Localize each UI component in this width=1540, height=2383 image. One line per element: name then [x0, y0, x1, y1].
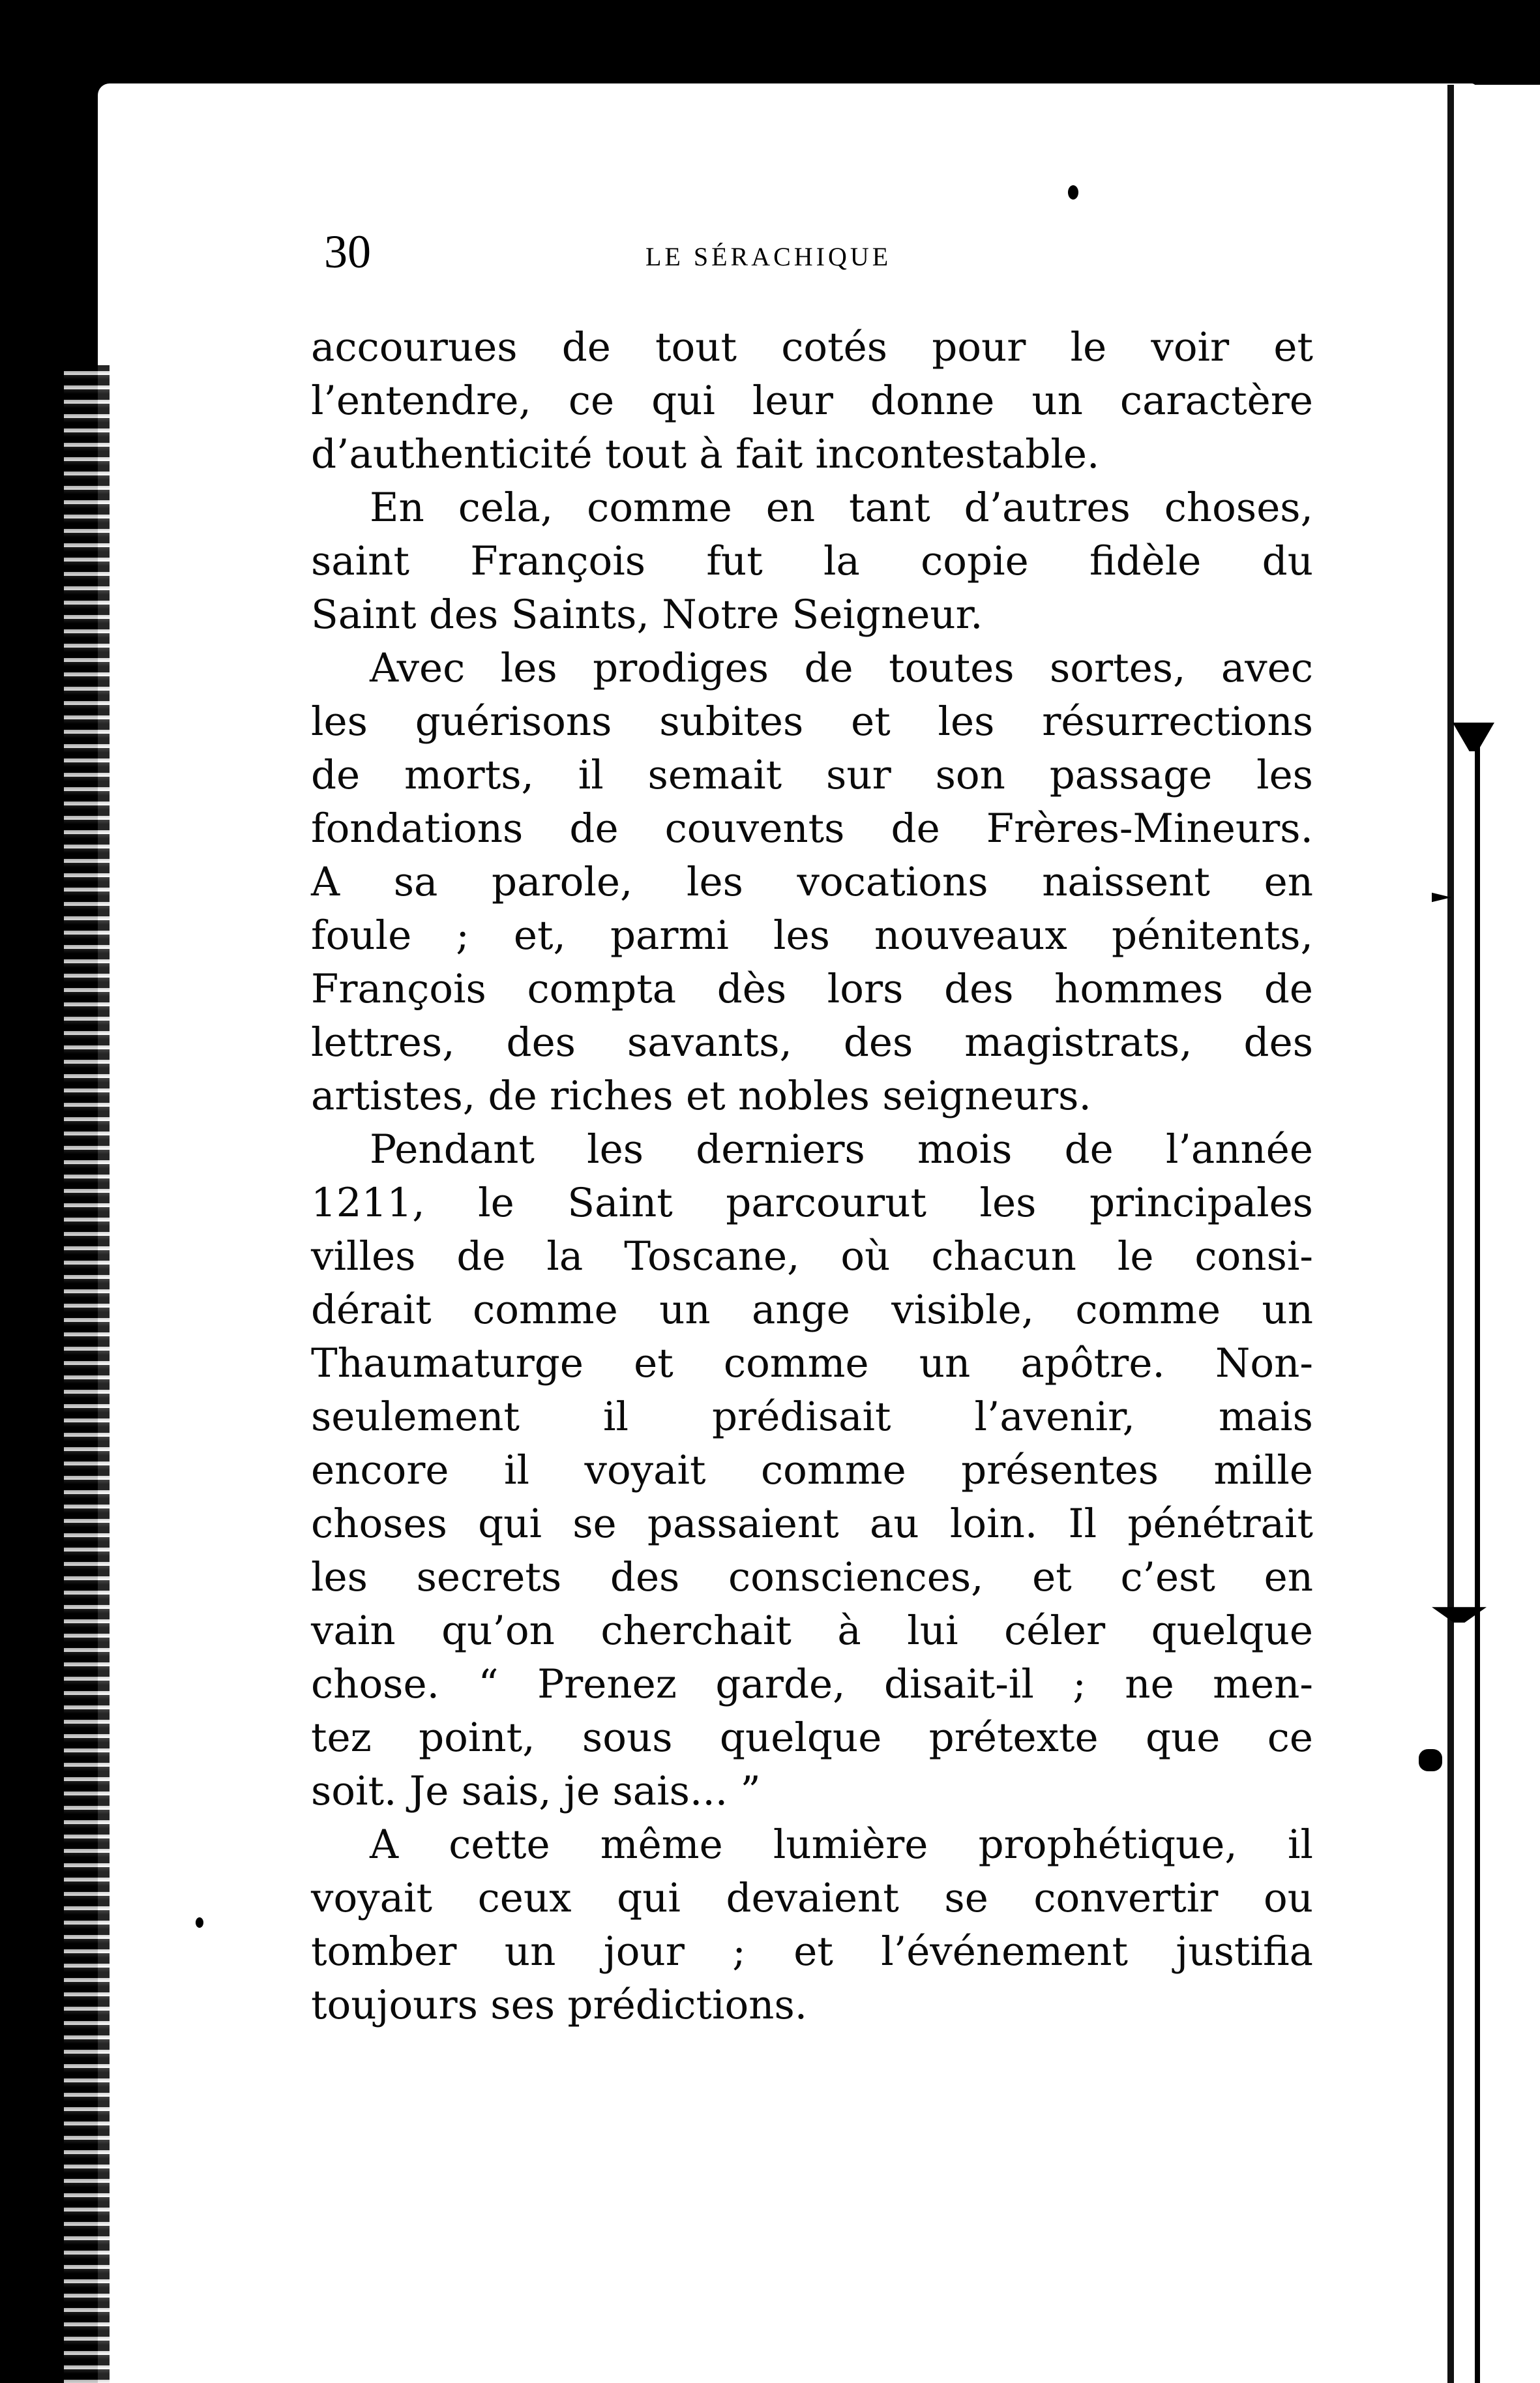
right-page-gutter: [1447, 85, 1454, 2383]
page-number: 30: [324, 226, 371, 278]
text-line: choses qui se passaient au loin. Il pénétrait: [311, 1501, 1313, 1547]
text-line: Avec les prodiges de toutes sortes, avec: [370, 645, 1313, 691]
text-line: Pendant les derniers mois de l’année: [370, 1126, 1313, 1173]
text-line: villes de la Toscane, où chacun le consi-: [311, 1233, 1313, 1280]
text-line: Thaumaturge et comme un apôtre. Non-: [311, 1340, 1313, 1386]
text-line: accourues de tout cotés pour le voir et: [311, 324, 1313, 370]
text-line: tomber un jour ; et l’événement justifia: [311, 1928, 1313, 1975]
text-line: dérait comme un ange visible, comme un: [311, 1287, 1313, 1333]
text-line: encore il voyait comme présentes mille: [311, 1447, 1313, 1493]
text-line: A sa parole, les vocations naissent en: [311, 859, 1313, 905]
text-line: les guérisons subites et les résurrections: [311, 698, 1313, 745]
running-title: LE SÉRACHIQUE: [645, 242, 892, 271]
text-line: fondations de couvents de Frères-Mineurs.: [311, 805, 1313, 852]
ink-speck: [196, 1917, 203, 1928]
text-line: saint François fut la copie fidèle du: [311, 538, 1313, 584]
text-line: seulement il prédisait l’avenir, mais: [311, 1394, 1313, 1440]
text-line: En cela, comme en tant d’autres choses,: [370, 485, 1313, 531]
text-line: A cette même lumière prophétique, il: [370, 1821, 1313, 1868]
text-line: artistes, de riches et nobles seigneurs.: [311, 1073, 1091, 1119]
text-line: les secrets des consciences, et c’est en: [311, 1554, 1313, 1600]
ink-speck: [1068, 185, 1078, 200]
next-page-border-line: [1475, 743, 1480, 2383]
text-line: foule ; et, parmi les nouveaux pénitents,: [311, 912, 1313, 959]
text-line: toujours ses prédictions.: [311, 1982, 808, 2028]
running-head: [324, 228, 1302, 300]
text-line: voyait ceux qui devaient se convertir ou: [311, 1875, 1313, 1921]
text-line: François compta dès lors des hommes de: [311, 966, 1313, 1012]
text-line: soit. Je sais, je sais... ”: [311, 1768, 761, 1814]
text-line: d’authenticité tout à fait incontestable.: [311, 431, 1100, 477]
body-text: [311, 321, 1313, 2032]
text-line: 1211, le Saint parcourut les principales: [311, 1180, 1313, 1226]
text-line: lettres, des savants, des magistrats, des: [311, 1019, 1313, 1066]
ink-speck: [1419, 1749, 1442, 1771]
text-line: de morts, il semait sur son passage les: [311, 752, 1313, 798]
text-line: vain qu’on cherchait à lui céler quelque: [311, 1608, 1313, 1654]
text-line: chose. “ Prenez garde, disait-il ; ne men-: [311, 1661, 1313, 1707]
next-page-edge: [1454, 85, 1540, 2383]
text-line: l’entendre, ce qui leur donne un caractère: [311, 378, 1313, 424]
left-binding-edge: [64, 365, 110, 2383]
text-line: tez point, sous quelque prétexte que ce: [311, 1715, 1313, 1761]
text-line: Saint des Saints, Notre Seigneur.: [311, 592, 983, 638]
